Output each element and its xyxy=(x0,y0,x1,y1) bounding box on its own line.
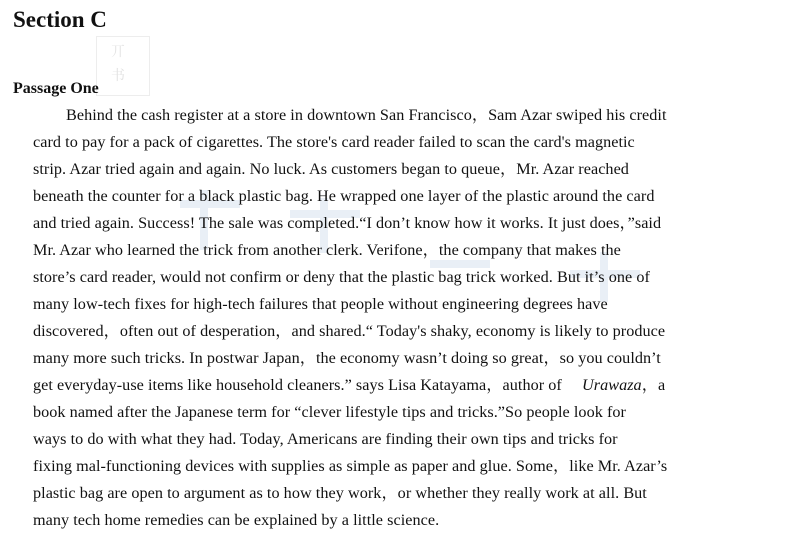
passage-line: store’s card reader, would not confirm or deny that the plastic bag trick worked. But it’s one of xyxy=(33,268,650,286)
section-title: Section C xyxy=(13,7,107,32)
passage-line-with-book-title xyxy=(33,372,665,398)
passage-line: many low-tech fixes for high-tech failures that people without engineering degrees have xyxy=(33,295,608,313)
passage-line: beneath the counter for a black plastic bag. He wrapped one layer of the plastic around the card xyxy=(33,187,655,205)
passage-line: plastic bag are open to argument as to how they work，or whether they really work at all. But xyxy=(33,484,647,502)
passage-line: Behind the cash register at a store in downtown San Francisco，Sam Azar swiped his credit xyxy=(66,106,667,124)
passage-line: discovered，often out of desperation，and shared.“ Today's shaky, economy is likely to produce xyxy=(33,322,666,340)
passage-line: card to pay for a pack of cigarettes. The store's card reader failed to scan the card's magnetic xyxy=(33,133,635,151)
passage-line: book named after the Japanese term for “clever lifestyle tips and tricks.”So people look for xyxy=(33,403,626,421)
passage-line-text: get everyday-use items like household cleaners.” says Lisa Katayama，author of xyxy=(33,376,562,394)
passage-line: many more such tricks. In postwar Japan，the economy wasn’t doing so great，so you couldn’t xyxy=(33,349,661,367)
passage-title: Passage One xyxy=(13,80,99,97)
book-title-suffix: ，a xyxy=(641,376,666,394)
passage-line: strip. Azar tried again and again. No luck. As customers began to queue，Mr. Azar reached xyxy=(33,160,629,178)
passage-line: and tried again. Success! The sale was completed.“I don’t know how it works. It just does，”said xyxy=(33,214,662,232)
passage-line: Mr. Azar who learned the trick from another clerk. Verifone，the company that makes the xyxy=(33,241,621,259)
watermark-stamp: 丌 书 xyxy=(96,36,150,96)
passage-line: many tech home remedies can be explained by a little science. xyxy=(33,511,440,529)
passage-line: ways to do with what they had. Today, Americans are finding their own tips and tricks for xyxy=(33,430,618,448)
passage-line: fixing mal-functioning devices with supplies as simple as paper and glue. Some，like Mr. Azar’s xyxy=(33,457,668,475)
book-title: Urawaza xyxy=(581,376,642,394)
